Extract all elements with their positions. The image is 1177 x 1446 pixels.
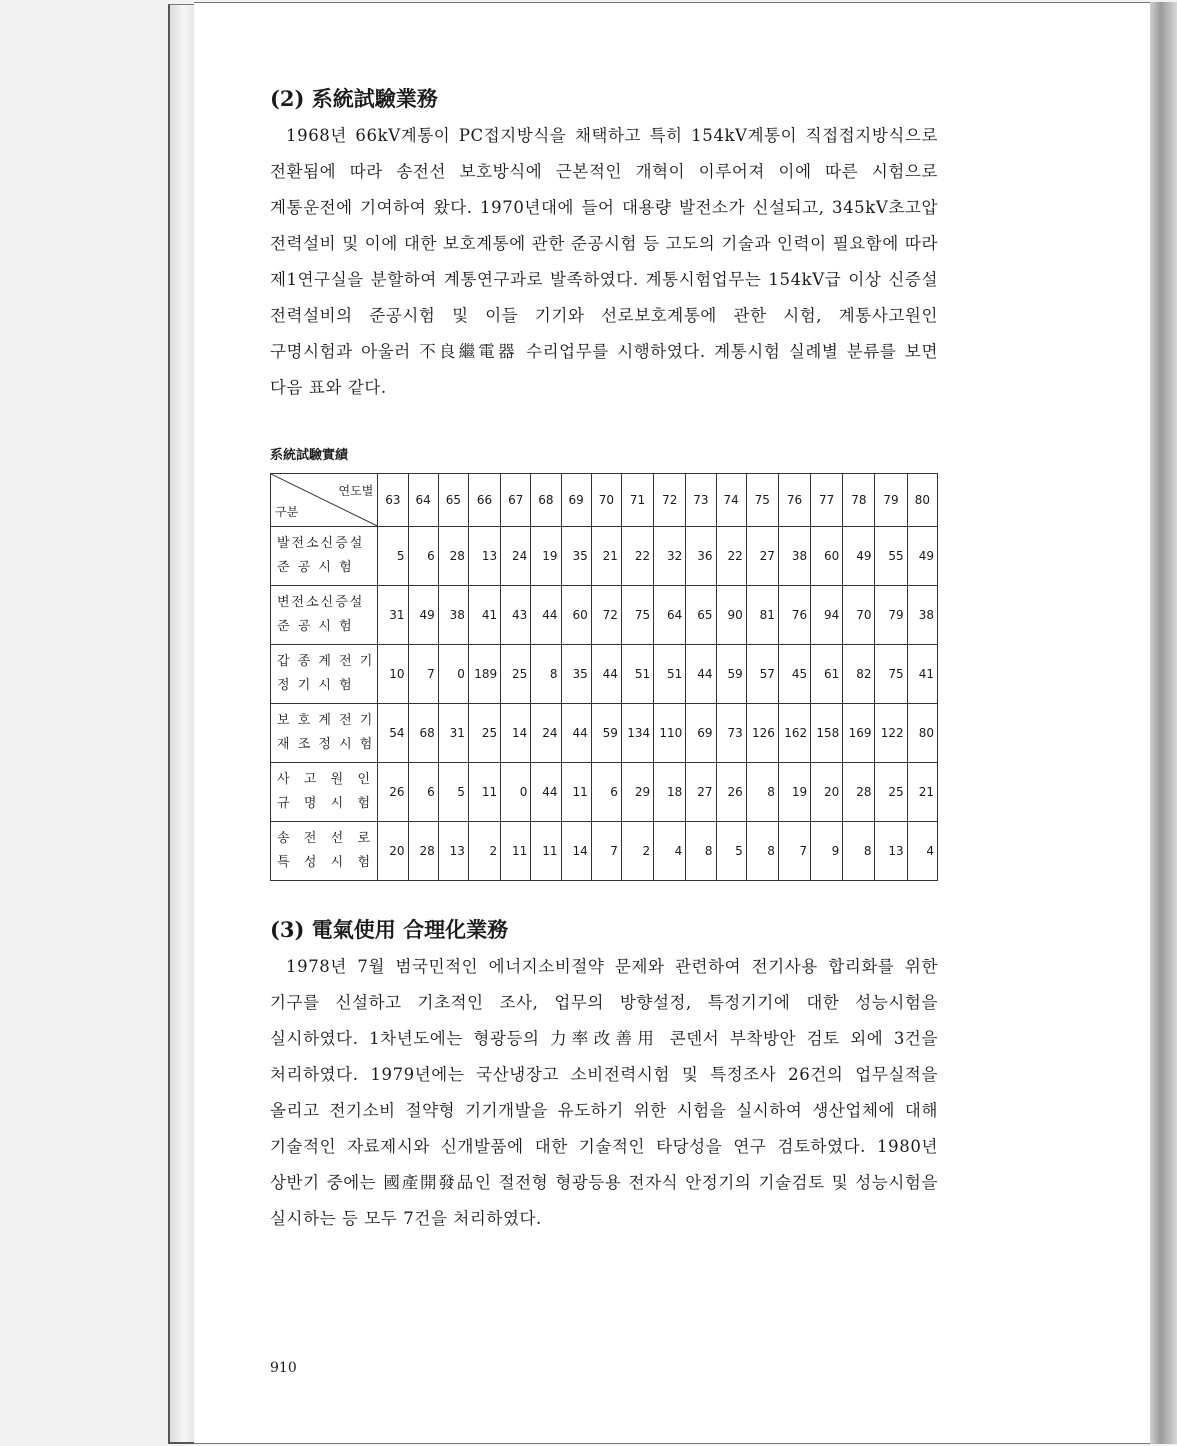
table-cell: 70 — [843, 586, 875, 645]
year-header: 65 — [438, 474, 468, 527]
table-cell: 9 — [811, 822, 843, 881]
table-cell: 7 — [591, 822, 621, 881]
table-cell: 59 — [716, 645, 746, 704]
table-cell: 41 — [907, 645, 937, 704]
year-header: 69 — [561, 474, 591, 527]
table-cell: 5 — [716, 822, 746, 881]
table-cell: 126 — [746, 704, 778, 763]
table-cell: 24 — [531, 704, 561, 763]
table-cell: 25 — [875, 763, 907, 822]
year-header: 71 — [621, 474, 653, 527]
table-cell: 35 — [561, 527, 591, 586]
table-cell: 38 — [778, 527, 810, 586]
row-category-label: 발전소신증설 준 공 시 험 — [271, 527, 378, 586]
table-corner-cell — [271, 474, 378, 527]
table-cell: 44 — [686, 645, 716, 704]
table-cell: 44 — [561, 704, 591, 763]
table-cell: 18 — [654, 763, 686, 822]
table-cell: 69 — [686, 704, 716, 763]
table-cell: 54 — [378, 704, 408, 763]
table-cell: 60 — [811, 527, 843, 586]
table-row — [271, 527, 938, 586]
table-cell: 25 — [501, 645, 531, 704]
table-cell: 75 — [621, 586, 653, 645]
table-cell: 10 — [378, 645, 408, 704]
table-cell: 28 — [408, 822, 438, 881]
page-content — [270, 80, 938, 1237]
table-body — [271, 527, 938, 881]
table-cell: 31 — [378, 586, 408, 645]
table-cell: 21 — [907, 763, 937, 822]
table-cell: 14 — [501, 704, 531, 763]
table-cell: 26 — [378, 763, 408, 822]
table-cell: 80 — [907, 704, 937, 763]
table-cell: 110 — [654, 704, 686, 763]
year-header: 68 — [531, 474, 561, 527]
year-header: 77 — [811, 474, 843, 527]
table-cell: 7 — [778, 822, 810, 881]
table-cell: 8 — [531, 645, 561, 704]
year-header: 79 — [875, 474, 907, 527]
table-cell: 11 — [501, 822, 531, 881]
section-3-title: (3) 電氣使用 合理化業務 — [270, 917, 509, 942]
table-cell: 65 — [686, 586, 716, 645]
table-cell: 24 — [501, 527, 531, 586]
table-cell: 5 — [378, 527, 408, 586]
row-category-label: 송 전 선 로 특 성 시 험 — [271, 822, 378, 881]
table-cell: 13 — [438, 822, 468, 881]
table-row — [271, 704, 938, 763]
corner-label-year: 연도별 — [338, 484, 374, 498]
table-cell: 21 — [591, 527, 621, 586]
table-cell: 11 — [561, 763, 591, 822]
table-cell: 8 — [843, 822, 875, 881]
table-cell: 26 — [716, 763, 746, 822]
table-cell: 90 — [716, 586, 746, 645]
table-cell: 162 — [778, 704, 810, 763]
section-2-body: 1968년 66kV계통이 PC접지방식을 채택하고 특히 154kV계통이 직접접지방식으로 전환됨에 따라 송전선 보호방식에 근본적인 개혁이 이루어져 이에 따른 시험으로 계통운전에 기여하여 왔다. 1970년대에 들어 대용량 발전소가 신설되고, 345kV초고압 전력설비 및 이에 대한 보호계통에 관한 준공시험 등 고도의 기술과 인력이 필요함에 따라 제1연구실을 분할하여 계통연구과로 발족하였다. 계통시험업무는 154kV급 이상 신증설 전력설비의 준공시험 및 이들 기기와 선로보호계통에 관한 시험, 계통사고원인 구명시험과 아울러 不良繼電器 수리업무를 시행하였다. 계통시험 실례별 분류를 보면 다음 표와 같다. — [270, 126, 938, 397]
table-cell: 41 — [468, 586, 500, 645]
table-header-row — [271, 474, 938, 527]
table-cell: 13 — [468, 527, 500, 586]
table-cell: 38 — [438, 586, 468, 645]
table-cell: 0 — [438, 645, 468, 704]
year-header: 76 — [778, 474, 810, 527]
table-cell: 158 — [811, 704, 843, 763]
table-row — [271, 645, 938, 704]
table-cell: 22 — [621, 527, 653, 586]
page-edge-shadow — [1150, 2, 1177, 1444]
row-category-label: 변전소신증설 준 공 시 험 — [271, 586, 378, 645]
table-cell: 32 — [654, 527, 686, 586]
table-cell: 13 — [875, 822, 907, 881]
year-header: 73 — [686, 474, 716, 527]
table-cell: 20 — [811, 763, 843, 822]
corner-label-category: 구분 — [275, 505, 299, 519]
table-cell: 6 — [591, 763, 621, 822]
table-cell: 8 — [686, 822, 716, 881]
table-cell: 28 — [843, 763, 875, 822]
table-cell: 29 — [621, 763, 653, 822]
table-cell: 2 — [468, 822, 500, 881]
year-header: 78 — [843, 474, 875, 527]
table-cell: 19 — [778, 763, 810, 822]
table-cell: 35 — [561, 645, 591, 704]
table-cell: 82 — [843, 645, 875, 704]
table-row — [271, 586, 938, 645]
year-header: 75 — [746, 474, 778, 527]
table-cell: 44 — [591, 645, 621, 704]
year-header: 80 — [907, 474, 937, 527]
table-cell: 4 — [907, 822, 937, 881]
table-row — [271, 763, 938, 822]
table-cell: 27 — [746, 527, 778, 586]
table-cell: 43 — [501, 586, 531, 645]
table-cell: 4 — [654, 822, 686, 881]
table-cell: 49 — [907, 527, 937, 586]
table-cell: 94 — [811, 586, 843, 645]
table-cell: 49 — [408, 586, 438, 645]
table-cell: 51 — [621, 645, 653, 704]
table-cell: 81 — [746, 586, 778, 645]
table-cell: 8 — [746, 763, 778, 822]
table-cell: 57 — [746, 645, 778, 704]
table-cell: 134 — [621, 704, 653, 763]
table-cell: 14 — [561, 822, 591, 881]
table-cell: 122 — [875, 704, 907, 763]
table-cell: 68 — [408, 704, 438, 763]
year-header: 72 — [654, 474, 686, 527]
table-cell: 189 — [468, 645, 500, 704]
table-cell: 11 — [531, 822, 561, 881]
table-cell: 6 — [408, 763, 438, 822]
table-cell: 7 — [408, 645, 438, 704]
table-cell: 61 — [811, 645, 843, 704]
table-cell: 19 — [531, 527, 561, 586]
table-cell: 76 — [778, 586, 810, 645]
table-cell: 59 — [591, 704, 621, 763]
table-cell: 0 — [501, 763, 531, 822]
table-cell: 22 — [716, 527, 746, 586]
year-header: 70 — [591, 474, 621, 527]
year-header: 67 — [501, 474, 531, 527]
year-header: 74 — [716, 474, 746, 527]
table-cell: 45 — [778, 645, 810, 704]
row-category-label: 사 고 원 인 규 명 시 험 — [271, 763, 378, 822]
table-caption: 系統試驗實績 — [270, 448, 349, 463]
table-cell: 72 — [591, 586, 621, 645]
table-cell: 75 — [875, 645, 907, 704]
table-cell: 169 — [843, 704, 875, 763]
table-cell: 79 — [875, 586, 907, 645]
table-cell: 31 — [438, 704, 468, 763]
section-3-body: 1978년 7월 범국민적인 에너지소비절약 문제와 관련하여 전기사용 합리화를 위한 기구를 신설하고 기초적인 조사, 업무의 방향설정, 특정기기에 대한 성능시험을 실시하였다. 1차년도에는 형광등의 力率改善用 콘덴서 부착방안 검토 외에 3건을 처리하였다. 1979년에는 국산냉장고 소비전력시험 및 특정조사 26건의 업무실적을 올리고 전기소비 절약형 기기개발을 유도하기 위한 시험을 실시하여 생산업체에 대해 기술적인 자료제시와 신개발품에 대한 기술적인 타당성을 연구 검토하였다. 1980년 상반기 중에는 國產開發品인 절전형 형광등용 전자식 안정기의 기술검토 및 성능시험을 실시하는 등 모두 7건을 처리하였다. — [270, 957, 938, 1228]
system-test-results-table — [270, 473, 938, 881]
table-cell: 64 — [654, 586, 686, 645]
table-cell: 11 — [468, 763, 500, 822]
table-cell: 28 — [438, 527, 468, 586]
table-cell: 20 — [378, 822, 408, 881]
table-cell: 49 — [843, 527, 875, 586]
table-cell: 44 — [531, 586, 561, 645]
year-header: 63 — [378, 474, 408, 527]
table-cell: 6 — [408, 527, 438, 586]
table-cell: 55 — [875, 527, 907, 586]
table-cell: 36 — [686, 527, 716, 586]
table-cell: 38 — [907, 586, 937, 645]
table-cell: 5 — [438, 763, 468, 822]
section-2-title: (2) 系統試驗業務 — [270, 86, 438, 111]
book-spine — [168, 4, 194, 1444]
year-header: 66 — [468, 474, 500, 527]
page-number: 910 — [270, 1360, 297, 1376]
row-category-label: 보 호 계 전 기 재 조 정 시 험 — [271, 704, 378, 763]
table-cell: 73 — [716, 704, 746, 763]
table-cell: 2 — [621, 822, 653, 881]
row-category-label: 갑 종 계 전 기 정 기 시 험 — [271, 645, 378, 704]
table-cell: 60 — [561, 586, 591, 645]
table-cell: 44 — [531, 763, 561, 822]
year-header: 64 — [408, 474, 438, 527]
table-cell: 27 — [686, 763, 716, 822]
table-cell: 51 — [654, 645, 686, 704]
table-row — [271, 822, 938, 881]
table-cell: 25 — [468, 704, 500, 763]
table-cell: 8 — [746, 822, 778, 881]
